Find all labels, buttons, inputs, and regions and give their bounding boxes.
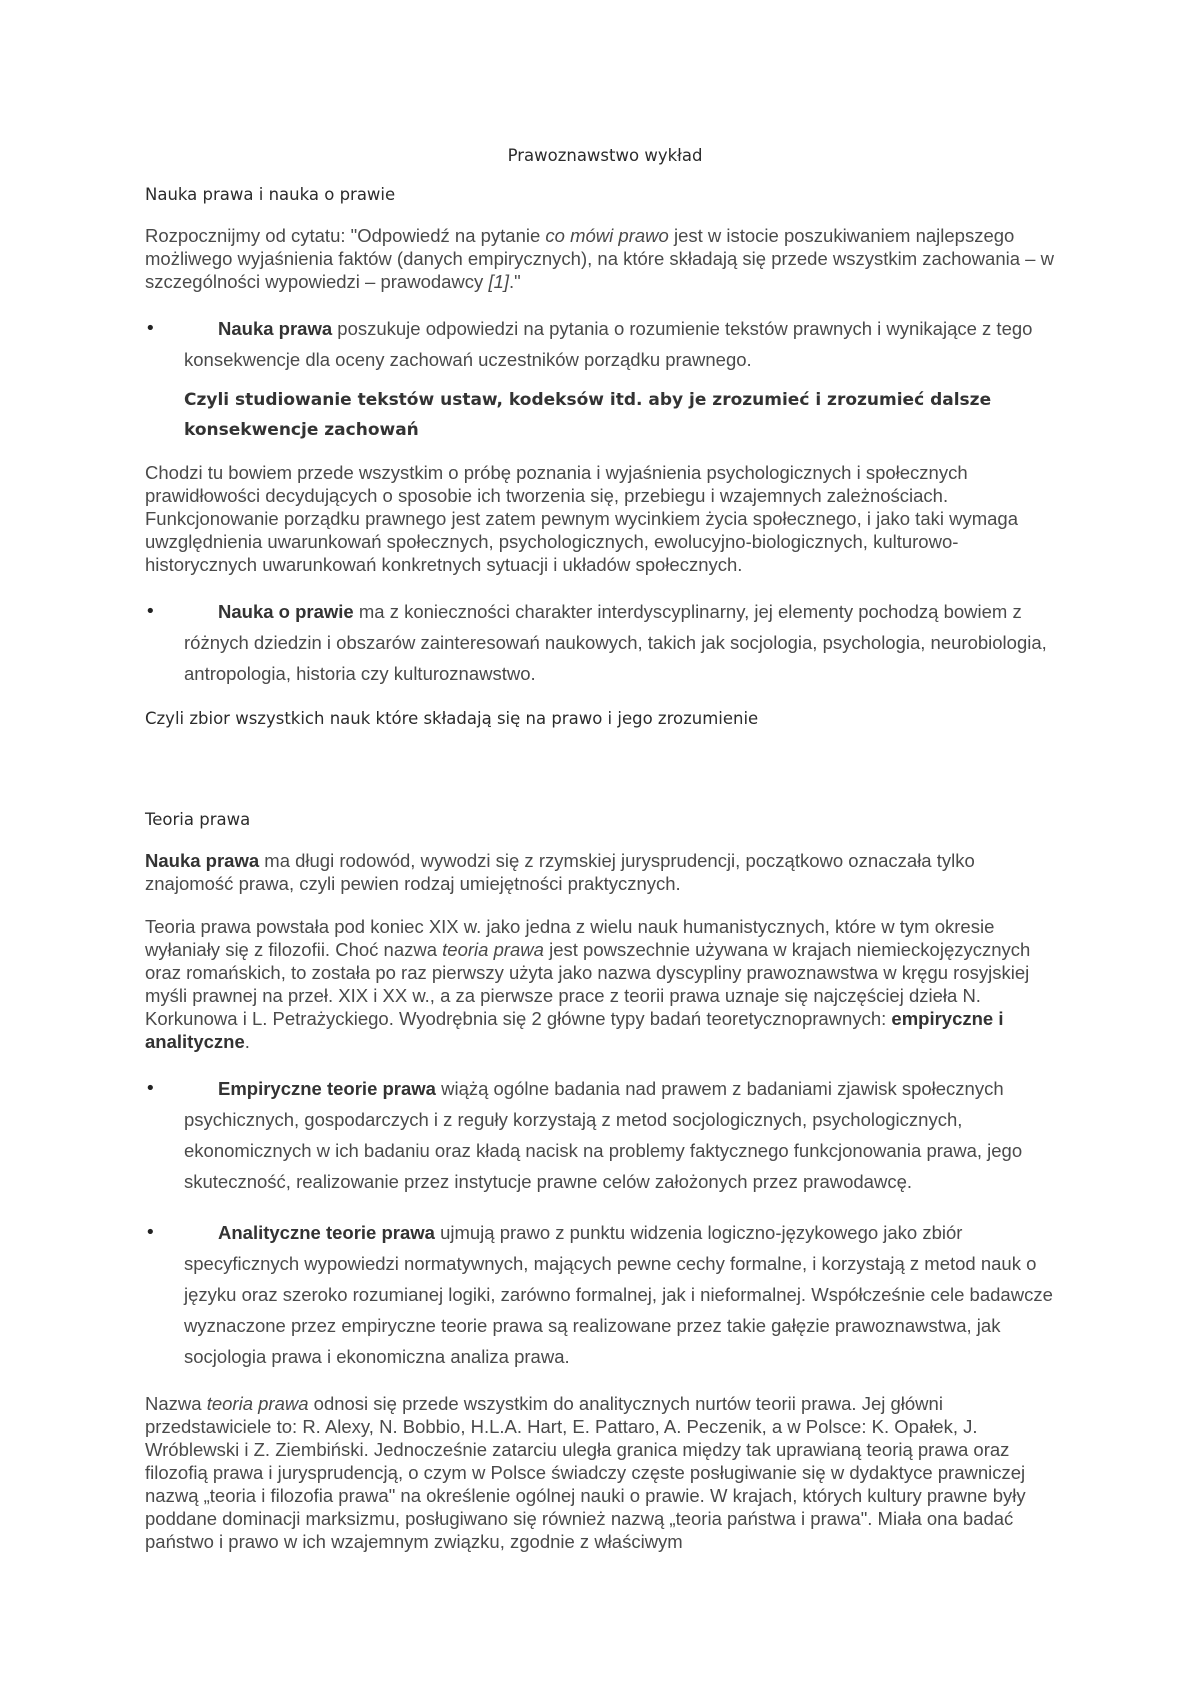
- bullet-icon: •: [145, 601, 156, 622]
- paragraph-rodowod: [145, 849, 1065, 895]
- paragraph-text-2: odnosi się przede wszystkim do analitycznych nurtów teorii prawa. Jej główni przedstawiciele to: R. Alexy, N. Bobbio, H.L.A. Hart, E. Pattaro, A. Peczenik, a w Polsce: K. Opałek, J. Wróblewski i Z. Ziembiński. Jednocześnie zatarciu uległa granica między tak uprawianą teorią prawa oraz filozofią prawa i jurysprudencją, o czym w Polsce świadczy częste posługiwanie się w dydaktyce prawniczej nazwą „teoria i filozofia prawa" na określenie ogólnej nauki o prawie. W krajach, których kultury prawne były poddane dominacji marksizmu, posługiwano się również nazwą „teoria państwa i prawa". Miała ona badać państwo i prawo w ich wzajemnym związku, zgodnie z właściwym: [145, 1393, 1026, 1552]
- document-title: Prawoznawstwo wykład: [507, 146, 703, 165]
- paragraph-emphasis: teoria prawa: [442, 939, 544, 960]
- paragraph-text-1: Nazwa: [145, 1393, 207, 1414]
- bullet-item-nauka-prawa: [145, 313, 1065, 375]
- intro-emphasis-1: co mówi prawo: [545, 225, 669, 246]
- bullet-text: poszukuje odpowiedzi na pytania o rozumienie tekstów prawnych i wynikające z tego konsekwencje dla oceny zachowań uczestników porządku prawnego.: [184, 318, 1033, 370]
- bullet-item-analityczne: [145, 1217, 1065, 1372]
- bullet-icon: •: [145, 1222, 156, 1243]
- bullet-icon: •: [145, 1078, 156, 1099]
- bullet-term: Nauka prawa: [218, 318, 333, 339]
- bullet-text: ujmują prawo z punktu widzenia logiczno-językowego jako zbiór specyficznych wypowiedzi normatywnych, mających pewne cechy formalne, i korzystają z metod nauk o języku oraz szeroko rozumianej logiki, zarówno formalnej, jak i nieformalnej. Współcześnie cele badawcze wyznaczone przez empiryczne teorie prawa są realizowane przez takie gałęzie prawoznawstwa, jak socjologia prawa i ekonomiczna analiza prawa.: [184, 1222, 1053, 1367]
- bullet-term: Nauka o prawie: [218, 601, 354, 622]
- paragraph-psychological: Chodzi tu bowiem przede wszystkim o próbę poznania i wyjaśnienia psychologicznych i społecznych prawidłowości decydujących o sposobie ich tworzenia się, przebiegu i wzajemnych zależnościach. Funkcjonowanie porządku prawnego jest zatem pewnym wycinkiem życia społecznego, i jako taki wymaga uwzględnienia uwarunkowań społecznych, psychologicznych, ewolucyjno-biologicznych, kulturowo-historycznych uwarunkowań konkretnych sytuacji i układów społecznych.: [145, 462, 1018, 575]
- intro-paragraph: [145, 224, 1065, 293]
- footnote-reference: [1]: [488, 271, 510, 292]
- paragraph-teoria-history: [145, 915, 1065, 1053]
- intro-text-2: jest w istocie poszukiwaniem najlepszego możliwego wyjaśnienia faktów (danych empirycznych), na które składają się przede wszystkim zachowania – w szczególności wypowiedzi – prawodawcy: [145, 225, 1054, 292]
- paragraph-text: ma długi rodowód, wywodzi się z rzymskiej jurysprudencji, początkowo oznaczała tylko znajomość prawa, czyli pewien rodzaj umiejętności praktycznych.: [145, 850, 975, 894]
- intro-text-1: Rozpocznijmy od cytatu: "Odpowiedź na pytanie: [145, 225, 546, 246]
- bold-note: Czyli studiowanie tekstów ustaw, kodeksów itd. aby je zrozumieć i zrozumieć dalsze konsekwencje zachowań: [184, 390, 992, 440]
- paragraph-text-1: Teoria prawa powstała pod koniec XIX w. jako jedna z wielu nauk humanistycznych, które w tym okresie wyłaniały się z filozofii. Choć nazwa: [145, 916, 995, 960]
- bullet-term: Analityczne teorie prawa: [218, 1222, 435, 1243]
- bullet-icon: •: [145, 318, 156, 339]
- paragraph-term: Nauka prawa: [145, 850, 260, 871]
- bullet-item-nauka-o-prawie: [145, 596, 1065, 689]
- note-zbior-nauk: Czyli zbior wszystkich nauk które składają się na prawo i jego zrozumienie: [145, 709, 759, 728]
- bullet-text: ma z konieczności charakter interdyscyplinarny, jej elementy pochodzą bowiem z różnych dziedzin i obszarów zainteresowań naukowych, takich jak socjologia, psychologia, neurobiologia, antropologia, historia czy kulturoznawstwo.: [184, 601, 1047, 684]
- paragraph-bold: empiryczne i analityczne: [145, 1008, 1004, 1052]
- paragraph-text-2: jest powszechnie używana w krajach niemieckojęzycznych oraz romańskich, to została po raz pierwszy użyta jako nazwa dyscypliny prawoznawstwa w kręgu rosyjskiej myśli prawnej na przeł. XIX i XX w., a za pierwsze prace z teorii prawa uznaje się najczęściej dzieła N. Korkunowa i L. Petrażyckiego. Wyodrębnia się 2 główne typy badań teoretycznoprawnych:: [145, 939, 1031, 1029]
- intro-text-3: .": [509, 271, 521, 292]
- bullet-text: wiążą ogólne badania nad prawem z badaniami zjawisk społecznych psychicznych, gospodarczych i z reguły korzystają z metod socjologicznych, psychologicznych, ekonomicznych w ich badaniu oraz kładą nacisk na problemy faktycznego funkcjonowania prawa, jego skuteczność, realizowanie przez instytucje prawne celów założonych przez prawodawcę.: [184, 1078, 1023, 1192]
- bullet-item-empiryczne: [145, 1073, 1065, 1197]
- section-heading-teoria: Teoria prawa: [145, 810, 251, 829]
- document-body: [145, 146, 1065, 1573]
- paragraph-emphasis: teoria prawa: [206, 1393, 309, 1414]
- bullet-term: Empiryczne teorie prawa: [218, 1078, 436, 1099]
- paragraph-text-3: .: [244, 1031, 250, 1052]
- paragraph-nazwa-teoria: [145, 1392, 1065, 1553]
- section-heading-nauka: Nauka prawa i nauka o prawie: [145, 185, 396, 204]
